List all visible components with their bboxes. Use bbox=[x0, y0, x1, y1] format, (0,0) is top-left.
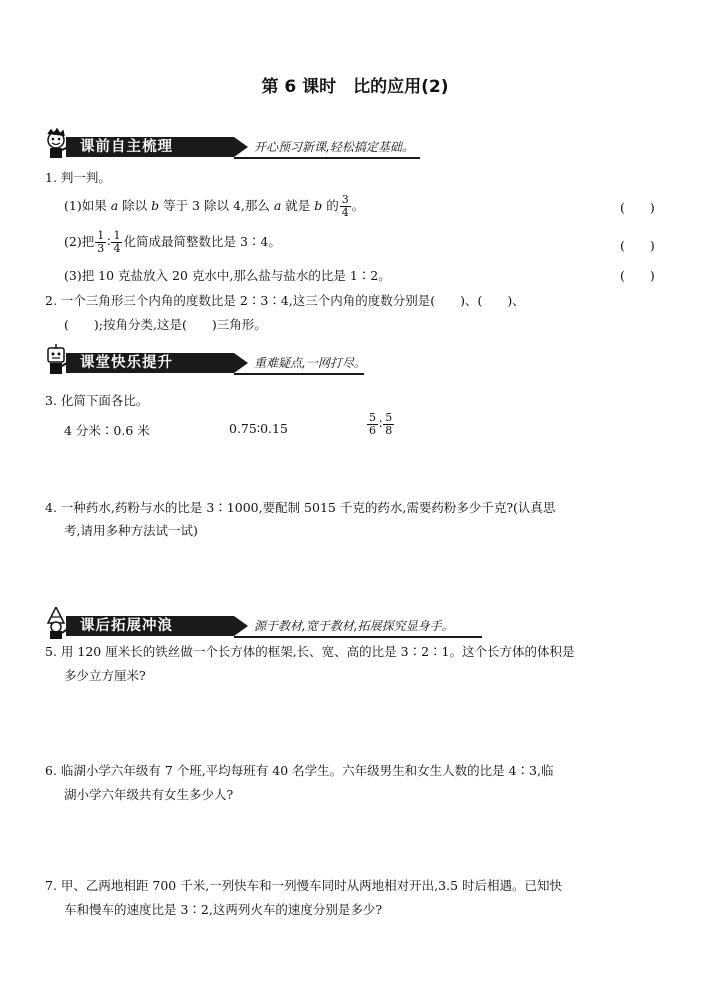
question-1-item-1: (1)如果 a 除以 b 等于 3 除以 4,那么 a 就是 b 的 $\frac{3}{4}$ 。 bbox=[64, 193, 365, 219]
question-1-item-3: (3)把 10 克盐放入 20 克水中,那么盐与盐水的比是 1∶2。 bbox=[64, 268, 391, 283]
question-4-line-2: 考,请用多种方法试一试) bbox=[64, 523, 198, 538]
question-2-line-1: 2. 一个三角形三个内角的度数比是 2∶3∶4,这三个内角的度数分别是( )、( )、 bbox=[45, 293, 525, 308]
fraction: $\frac{1}{3}$ bbox=[97, 229, 105, 255]
section-label: 课堂快乐提升 bbox=[66, 353, 234, 373]
fraction: $\frac{3}{4}$ bbox=[341, 193, 349, 219]
fraction: $\frac{5}{8}$ bbox=[385, 411, 393, 437]
fraction: $\frac{5}{6}$ bbox=[369, 411, 376, 437]
page-title: 第 6 课时 比的应用(2) bbox=[261, 77, 449, 97]
section-header-classroom bbox=[42, 344, 382, 376]
ratio-expression-2: 0.75∶0.15 bbox=[229, 421, 288, 436]
section-arrow bbox=[234, 137, 248, 157]
question-5-line-2: 多少立方厘米? bbox=[64, 668, 146, 683]
question-3-title: 3. 化简下面各比。 bbox=[45, 393, 149, 408]
section-label: 课后拓展冲浪 bbox=[66, 616, 234, 636]
question-1-item-2: (2)把 $\frac{1}{3}$ ∶ $\frac{1}{4}$ 化简成最简整数比是 3∶4。 bbox=[64, 229, 281, 255]
question-2-line-2: ( );按角分类,这是( )三角形。 bbox=[64, 317, 267, 332]
question-6-line-1: 6. 临湖小学六年级有 7 个班,平均每班有 40 名学生。六年级男生和女生人数的比是 4∶3,临 bbox=[45, 763, 554, 778]
section-slogan: 开心预习新课,轻松搞定基础。 bbox=[254, 140, 414, 154]
section-header-extension bbox=[42, 607, 502, 639]
question-7-line-2: 车和慢车的速度比是 3∶2,这两列火车的速度分别是多少? bbox=[64, 902, 383, 917]
section-underline bbox=[234, 636, 482, 638]
answer-parens: ( ) bbox=[620, 238, 655, 253]
question-4-line-1: 4. 一种药水,药粉与水的比是 3∶1000,要配制 5015 千克的药水,需要药粉多少千克?(认真思 bbox=[45, 500, 556, 515]
ratio-expression-3: $\frac{5}{6}$ ∶ $\frac{5}{8}$ bbox=[369, 411, 393, 437]
section-header-preview bbox=[42, 128, 442, 160]
answer-parens: ( ) bbox=[620, 268, 655, 283]
section-slogan: 源于教材,宽于教材,拓展探究显身手。 bbox=[254, 619, 454, 633]
question-1-title: 1. 判一判。 bbox=[45, 170, 111, 185]
question-7-line-1: 7. 甲、乙两地相距 700 千米,一列快车和一列慢车同时从两地相对开出,3.5 时后相遇。已知快 bbox=[45, 878, 563, 893]
fraction: $\frac{1}{4}$ bbox=[113, 229, 121, 255]
question-5-line-1: 5. 用 120 厘米长的铁丝做一个长方体的框架,长、宽、高的比是 3∶2∶1。这个长方体的体积是 bbox=[45, 644, 575, 659]
section-label: 课前自主梳理 bbox=[66, 137, 234, 157]
ratio-expression-1: 4 分米∶0.6 米 bbox=[64, 423, 150, 438]
question-6-line-2: 湖小学六年级共有女生多少人? bbox=[64, 787, 234, 802]
section-underline bbox=[234, 373, 364, 375]
section-arrow bbox=[234, 353, 248, 373]
answer-parens: ( ) bbox=[620, 200, 655, 215]
section-arrow bbox=[234, 616, 248, 636]
section-slogan: 重难疑点,一网打尽。 bbox=[254, 356, 366, 370]
section-underline bbox=[234, 157, 420, 159]
